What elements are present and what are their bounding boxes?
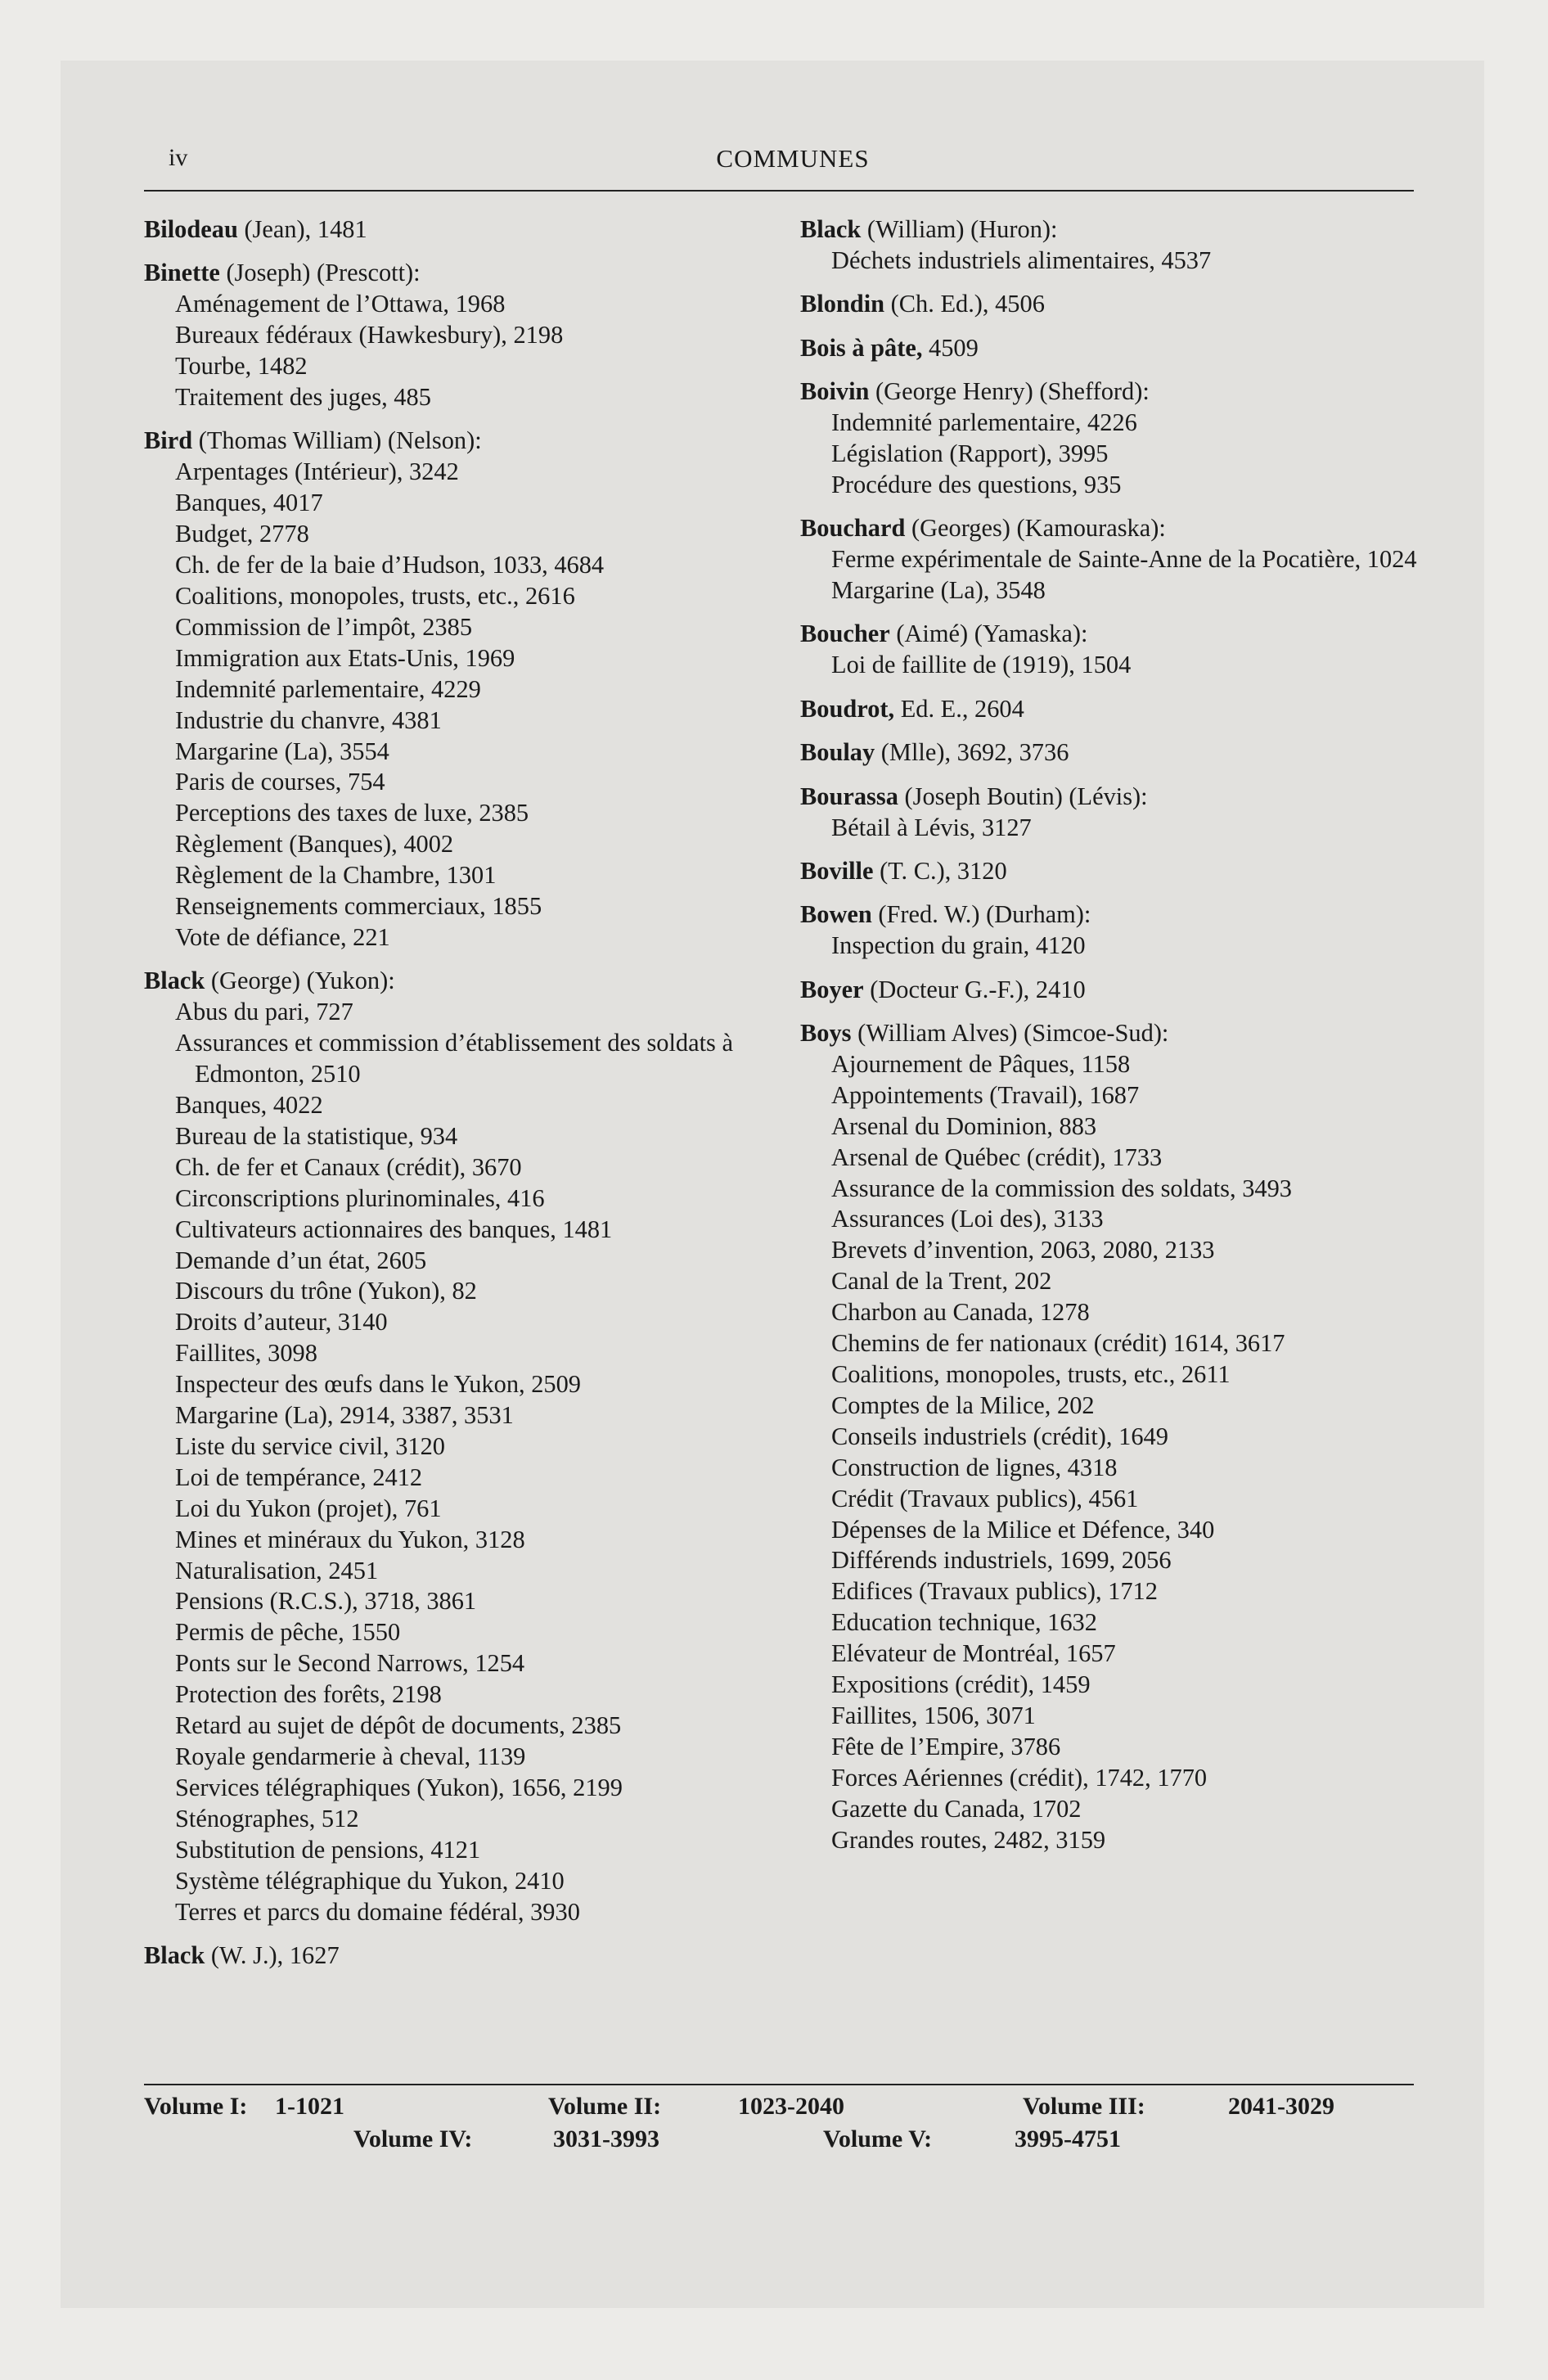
sub-entry: Arsenal de Québec (crédit), 1733 bbox=[831, 1143, 1163, 1171]
sub-entry: Bétail à Lévis, 3127 bbox=[831, 813, 1032, 841]
volume-3-label: Volume III: bbox=[1023, 2093, 1145, 2120]
entry-name: Boucher bbox=[800, 620, 890, 648]
sub-entry: Discours du trône (Yukon), 82 bbox=[175, 1277, 477, 1305]
index-entry bbox=[800, 333, 1430, 364]
sub-entry: Commission de l’impôt, 2385 bbox=[175, 612, 473, 641]
sub-entry: Vote de défiance, 221 bbox=[175, 922, 390, 951]
volume-1-label: Volume I: bbox=[144, 2093, 248, 2120]
index-entry bbox=[800, 513, 1430, 606]
entry-heading bbox=[800, 737, 1430, 769]
sub-entry: Expositions (crédit), 1459 bbox=[831, 1670, 1091, 1699]
entry-detail: 4509 bbox=[922, 333, 979, 362]
entry-heading bbox=[144, 214, 777, 246]
index-entry bbox=[800, 975, 1430, 1006]
sub-entry: Royale gendarmerie à cheval, 1139 bbox=[175, 1742, 526, 1770]
sub-entry: Banques, 4022 bbox=[175, 1090, 323, 1119]
sub-entry: Ch. de fer de la baie d’Hudson, 1033, 4684 bbox=[175, 551, 605, 579]
entry-heading bbox=[800, 899, 1430, 931]
sub-entry: Législation (Rapport), 3995 bbox=[831, 439, 1109, 467]
sub-entry: Protection des forêts, 2198 bbox=[175, 1680, 442, 1709]
sub-entry: Charbon au Canada, 1278 bbox=[831, 1298, 1090, 1327]
page-number: iv bbox=[169, 144, 188, 171]
sub-entry: Bureaux fédéraux (Hawkesbury), 2198 bbox=[175, 321, 564, 349]
header-rule bbox=[144, 190, 1414, 192]
entry-name: Bois à pâte, bbox=[800, 333, 923, 362]
sub-entry: Arpentages (Intérieur), 3242 bbox=[175, 458, 459, 486]
sub-entry: Règlement de la Chambre, 1301 bbox=[175, 861, 497, 890]
volume-footer bbox=[144, 2090, 1414, 2156]
sub-entry: Margarine (La), 2914, 3387, 3531 bbox=[175, 1401, 514, 1430]
entry-detail: (William Alves) (Simcoe-Sud): bbox=[851, 1019, 1169, 1048]
sub-entry: Loi du Yukon (projet), 761 bbox=[175, 1494, 442, 1522]
entry-heading bbox=[144, 426, 777, 457]
sub-entry: Education technique, 1632 bbox=[831, 1608, 1097, 1637]
sub-entry: Industrie du chanvre, 4381 bbox=[175, 705, 442, 734]
entry-name: Boudrot, bbox=[800, 694, 895, 723]
sub-entry: Bureau de la statistique, 934 bbox=[175, 1121, 458, 1150]
entry-name: Binette bbox=[144, 259, 220, 287]
sub-entry: Pensions (R.C.S.), 3718, 3861 bbox=[175, 1587, 477, 1616]
sub-entry: Liste du service civil, 3120 bbox=[175, 1431, 445, 1460]
sub-entry: Assurances et commission d’établissement des soldats à Edmonton, 2510 bbox=[175, 1029, 733, 1089]
entry-name: Bouchard bbox=[800, 514, 906, 543]
sub-entry: Paris de courses, 754 bbox=[175, 768, 385, 796]
sub-entry: Différends industriels, 1699, 2056 bbox=[831, 1546, 1172, 1575]
entry-detail: (Joseph Boutin) (Lévis): bbox=[898, 782, 1148, 810]
entry-detail: (Jean), 1481 bbox=[237, 215, 367, 243]
index-entry bbox=[800, 214, 1430, 277]
entry-heading bbox=[800, 975, 1430, 1006]
entry-detail: (Thomas William) (Nelson): bbox=[192, 426, 482, 455]
sub-entry: Tourbe, 1482 bbox=[175, 352, 308, 381]
sub-entry: Edifices (Travaux publics), 1712 bbox=[831, 1577, 1158, 1606]
sub-entry: Immigration aux Etats-Unis, 1969 bbox=[175, 643, 515, 672]
sub-entry: Abus du pari, 727 bbox=[175, 998, 353, 1026]
sub-entry: Appointements (Travail), 1687 bbox=[831, 1080, 1140, 1109]
entry-heading bbox=[800, 376, 1430, 408]
sub-entry: Chemins de fer nationaux (crédit) 1614, 3617 bbox=[831, 1329, 1285, 1358]
entry-detail: (Joseph) (Prescott): bbox=[219, 259, 421, 287]
footer-rule bbox=[144, 2084, 1414, 2085]
entry-name: Boville bbox=[800, 856, 874, 885]
volume-2-range: 1023-2040 bbox=[738, 2093, 844, 2120]
sub-entry: Ajournement de Pâques, 1158 bbox=[831, 1049, 1131, 1078]
sub-entry: Faillites, 1506, 3071 bbox=[831, 1701, 1036, 1729]
entry-heading bbox=[144, 1941, 777, 1972]
index-column-right bbox=[800, 214, 1430, 1868]
sub-entry: Circonscriptions plurinominales, 416 bbox=[175, 1183, 545, 1212]
entry-heading bbox=[800, 1018, 1430, 1049]
index-entry bbox=[800, 782, 1430, 844]
entry-name: Boivin bbox=[800, 377, 870, 406]
sub-entry: Elévateur de Montréal, 1657 bbox=[831, 1639, 1116, 1668]
sub-entry: Règlement (Banques), 4002 bbox=[175, 830, 454, 859]
volume-3-range: 2041-3029 bbox=[1228, 2093, 1334, 2120]
sub-entry: Dépenses de la Milice et Défence, 340 bbox=[831, 1515, 1215, 1544]
entry-heading bbox=[144, 258, 777, 289]
footer-row-1 bbox=[144, 2090, 1414, 2123]
entry-heading bbox=[800, 856, 1430, 887]
volume-5-label: Volume V: bbox=[823, 2125, 933, 2152]
index-entry bbox=[144, 1941, 777, 1972]
sub-entry: Forces Aériennes (crédit), 1742, 1770 bbox=[831, 1763, 1208, 1792]
entry-detail: (Georges) (Kamouraska): bbox=[905, 514, 1166, 543]
sub-entry: Droits d’auteur, 3140 bbox=[175, 1308, 388, 1336]
sub-entry: Gazette du Canada, 1702 bbox=[831, 1794, 1082, 1823]
index-entry bbox=[800, 899, 1430, 962]
sub-entry: Ch. de fer et Canaux (crédit), 3670 bbox=[175, 1152, 522, 1181]
index-entry bbox=[800, 619, 1430, 681]
entry-name: Bird bbox=[144, 426, 193, 455]
sub-entry: Inspection du grain, 4120 bbox=[831, 931, 1086, 960]
sub-entry: Demande d’un état, 2605 bbox=[175, 1246, 427, 1274]
running-title: COMMUNES bbox=[716, 144, 870, 173]
sub-entry: Conseils industriels (crédit), 1649 bbox=[831, 1422, 1168, 1450]
entry-detail: (Ch. Ed.), 4506 bbox=[884, 290, 1045, 318]
index-entry bbox=[800, 856, 1430, 887]
sub-entry: Canal de la Trent, 202 bbox=[831, 1267, 1052, 1296]
entry-heading bbox=[800, 214, 1430, 246]
index-entry bbox=[144, 214, 777, 246]
index-entry bbox=[144, 966, 777, 1927]
sub-entry: Crédit (Travaux publics), 4561 bbox=[831, 1484, 1139, 1512]
entry-name: Boyer bbox=[800, 975, 864, 1003]
sub-entry: Grandes routes, 2482, 3159 bbox=[831, 1825, 1106, 1854]
entry-detail: (Fred. W.) (Durham): bbox=[871, 900, 1091, 929]
entry-detail: (Docteur G.-F.), 2410 bbox=[863, 975, 1086, 1003]
entry-name: Boulay bbox=[800, 738, 875, 767]
index-entry bbox=[800, 1018, 1430, 1855]
index-entry bbox=[800, 376, 1430, 501]
sub-entry: Aménagement de l’Ottawa, 1968 bbox=[175, 290, 506, 318]
entry-detail: (Aimé) (Yamaska): bbox=[889, 620, 1088, 648]
entry-detail: Ed. E., 2604 bbox=[894, 694, 1024, 723]
sub-entry: Assurance de la commission des soldats, 3493 bbox=[831, 1174, 1292, 1202]
sub-entry: Substitution de pensions, 4121 bbox=[175, 1835, 481, 1864]
volume-4-label: Volume IV: bbox=[353, 2125, 473, 2152]
footer-row-2 bbox=[144, 2123, 1414, 2156]
sub-entry: Mines et minéraux du Yukon, 3128 bbox=[175, 1525, 525, 1553]
entry-detail: (Mlle), 3692, 3736 bbox=[875, 738, 1069, 767]
sub-entry: Margarine (La), 3554 bbox=[175, 737, 389, 765]
sub-entry: Coalitions, monopoles, trusts, etc., 2611 bbox=[831, 1360, 1231, 1388]
index-entry bbox=[800, 289, 1430, 320]
entry-detail: (T. C.), 3120 bbox=[873, 856, 1007, 885]
entry-heading bbox=[144, 966, 777, 997]
entry-heading bbox=[800, 619, 1430, 650]
sub-entry: Indemnité parlementaire, 4229 bbox=[175, 674, 481, 703]
entry-heading bbox=[800, 513, 1430, 544]
entry-detail: (William) (Huron): bbox=[861, 215, 1058, 243]
sub-entry: Coalitions, monopoles, trusts, etc., 2616 bbox=[175, 581, 575, 610]
index-entry bbox=[800, 737, 1430, 769]
entry-heading bbox=[800, 289, 1430, 320]
sub-entry: Arsenal du Dominion, 883 bbox=[831, 1111, 1097, 1140]
entry-heading bbox=[800, 333, 1430, 364]
sub-entry: Terres et parcs du domaine fédéral, 3930 bbox=[175, 1897, 580, 1926]
entry-name: Blondin bbox=[800, 290, 885, 318]
sub-entry: Margarine (La), 3548 bbox=[831, 576, 1046, 605]
sub-entry: Construction de lignes, 4318 bbox=[831, 1453, 1118, 1481]
sub-entry: Déchets industriels alimentaires, 4537 bbox=[831, 246, 1212, 274]
sub-entry: Banques, 4017 bbox=[175, 489, 323, 517]
volume-2-label: Volume II: bbox=[548, 2093, 662, 2120]
sub-entry: Budget, 2778 bbox=[175, 520, 309, 548]
sub-entry: Loi de tempérance, 2412 bbox=[175, 1463, 423, 1491]
entry-heading bbox=[800, 694, 1430, 725]
sub-entry: Procédure des questions, 935 bbox=[831, 470, 1122, 498]
sub-entry: Inspecteur des œufs dans le Yukon, 2509 bbox=[175, 1370, 581, 1399]
volume-1-range: 1-1021 bbox=[275, 2093, 344, 2120]
sub-entry: Naturalisation, 2451 bbox=[175, 1556, 379, 1584]
sub-entry: Permis de pêche, 1550 bbox=[175, 1618, 401, 1647]
entry-name: Bowen bbox=[800, 900, 872, 929]
entry-detail: (George Henry) (Shefford): bbox=[869, 377, 1150, 406]
index-column-left bbox=[144, 214, 777, 1984]
page-header bbox=[169, 144, 1417, 177]
entry-name: Boys bbox=[800, 1019, 852, 1048]
sub-entry: Services télégraphiques (Yukon), 1656, 2199 bbox=[175, 1773, 623, 1801]
sub-entry: Loi de faillite de (1919), 1504 bbox=[831, 651, 1132, 679]
sub-entry: Ponts sur le Second Narrows, 1254 bbox=[175, 1649, 525, 1678]
index-entry bbox=[144, 426, 777, 953]
volume-4-range: 3031-3993 bbox=[553, 2125, 659, 2152]
sub-entry: Renseignements commerciaux, 1855 bbox=[175, 892, 542, 921]
volume-5-range: 3995-4751 bbox=[1015, 2125, 1121, 2152]
sub-entry: Retard au sujet de dépôt de documents, 2385 bbox=[175, 1711, 622, 1740]
entry-name: Black bbox=[144, 967, 205, 995]
sub-entry: Fête de l’Empire, 3786 bbox=[831, 1732, 1061, 1760]
index-entry bbox=[144, 258, 777, 413]
sub-entry: Traitement des juges, 485 bbox=[175, 383, 431, 412]
sub-entry: Système télégraphique du Yukon, 2410 bbox=[175, 1866, 565, 1895]
sub-entry: Faillites, 3098 bbox=[175, 1339, 317, 1368]
entry-name: Black bbox=[144, 1941, 205, 1969]
entry-name: Bilodeau bbox=[144, 215, 238, 243]
entry-heading bbox=[800, 782, 1430, 813]
entry-name: Black bbox=[800, 215, 862, 243]
sub-entry: Perceptions des taxes de luxe, 2385 bbox=[175, 799, 529, 827]
sub-entry: Brevets d’invention, 2063, 2080, 2133 bbox=[831, 1236, 1215, 1264]
entry-detail: (W. J.), 1627 bbox=[205, 1941, 340, 1969]
sub-entry: Cultivateurs actionnaires des banques, 1481 bbox=[175, 1215, 613, 1243]
entry-detail: (George) (Yukon): bbox=[205, 967, 395, 995]
sub-entry: Indemnité parlementaire, 4226 bbox=[831, 408, 1137, 437]
sub-entry: Comptes de la Milice, 202 bbox=[831, 1391, 1095, 1419]
sub-entry: Assurances (Loi des), 3133 bbox=[831, 1205, 1104, 1233]
sub-entry: Ferme expérimentale de Sainte-Anne de la Pocatière, 1024 bbox=[831, 545, 1417, 574]
index-entry bbox=[800, 694, 1430, 725]
entry-name: Bourassa bbox=[800, 782, 898, 810]
sub-entry: Sténographes, 512 bbox=[175, 1804, 359, 1832]
